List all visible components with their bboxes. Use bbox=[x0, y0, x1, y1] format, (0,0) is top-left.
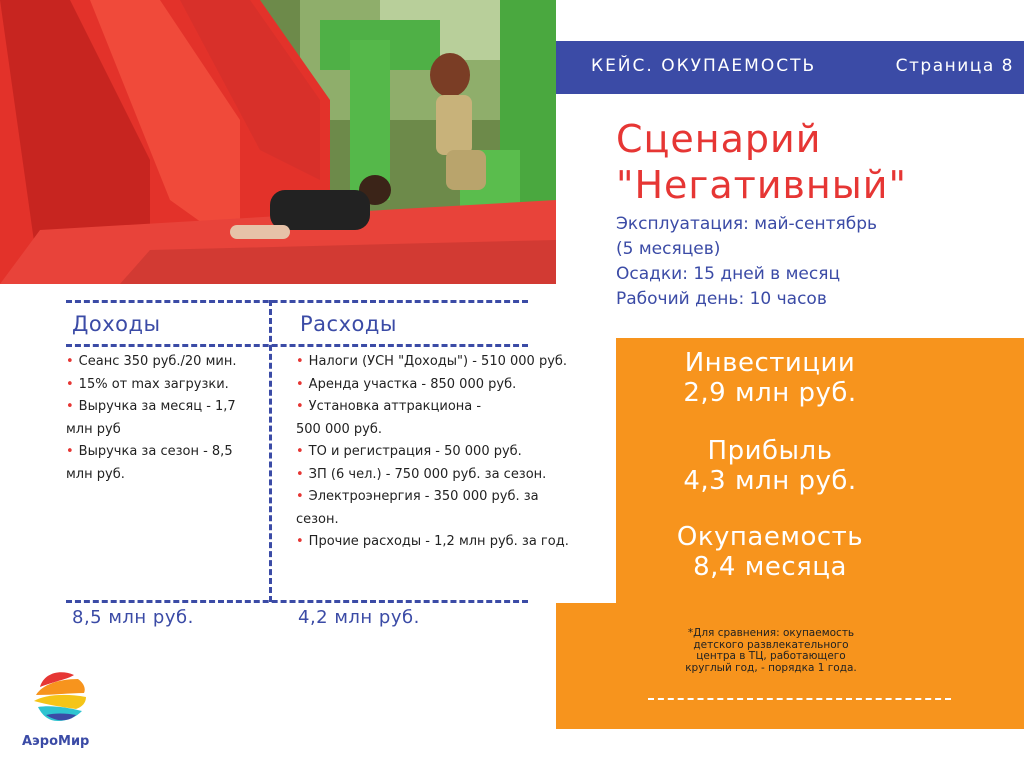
bullet-icon: • bbox=[296, 489, 304, 504]
scenario-detail: Рабочий день: 10 часов bbox=[616, 289, 827, 309]
scenario-title-line1: Сценарий bbox=[616, 117, 822, 161]
bullet-icon: • bbox=[66, 444, 74, 459]
list-item: • ЗП (6 чел.) - 750 000 руб. за сезон. bbox=[296, 466, 547, 482]
list-item: • ТО и регистрация - 50 000 руб. bbox=[296, 444, 522, 459]
logo-text: АэроМир bbox=[22, 734, 90, 749]
list-item: • Аренда участка - 850 000 руб. bbox=[296, 376, 517, 392]
scenario-title-line2: "Негативный" bbox=[616, 163, 907, 207]
list-item: • Установка аттракциона - bbox=[296, 399, 482, 414]
page-number: Страница 8 bbox=[895, 56, 1014, 76]
bullet-icon: • bbox=[296, 354, 304, 369]
bullet-icon: • bbox=[66, 399, 74, 414]
frame-divider-line bbox=[269, 300, 272, 602]
scenario-detail: Осадки: 15 дней в месяц bbox=[616, 264, 841, 284]
bullet-icon: • bbox=[66, 354, 74, 369]
bullet-icon: • bbox=[296, 399, 304, 414]
list-item: • Электроэнергия - 350 000 руб. за bbox=[296, 489, 539, 504]
profit-value: 4,3 млн руб. bbox=[683, 466, 857, 496]
bullet-icon: • bbox=[296, 466, 304, 482]
profit-metric bbox=[616, 436, 924, 496]
expenses-title: Расходы bbox=[300, 312, 397, 336]
aeromir-logo-icon bbox=[30, 665, 90, 729]
income-list bbox=[66, 351, 266, 486]
list-item: • 15% от max загрузки. bbox=[66, 376, 229, 392]
frame-top-line bbox=[66, 300, 528, 303]
list-item: • Налоги (УСН "Доходы") - 510 000 руб. bbox=[296, 354, 568, 369]
income-total: 8,5 млн руб. bbox=[72, 607, 194, 628]
bullet-icon: • bbox=[296, 444, 304, 459]
investments-value: 2,9 млн руб. bbox=[683, 378, 857, 408]
list-item-continued: сезон. bbox=[296, 511, 339, 527]
scenario-detail: (5 месяцев) bbox=[616, 239, 721, 259]
payback-metric bbox=[616, 522, 924, 582]
list-item: • Сеанс 350 руб./20 мин. bbox=[66, 354, 237, 369]
list-item: • Прочие расходы - 1,2 млн руб. за год. bbox=[296, 534, 569, 549]
hero-photo bbox=[0, 0, 556, 284]
list-item-continued: млн руб. bbox=[66, 466, 125, 482]
investments-metric bbox=[616, 348, 924, 408]
expenses-list bbox=[296, 351, 596, 554]
list-item: • Выручка за месяц - 1,7 bbox=[66, 399, 236, 414]
bullet-icon: • bbox=[296, 376, 304, 392]
profit-label: Прибыль bbox=[707, 436, 833, 466]
scenario-details bbox=[616, 212, 996, 312]
list-item-continued: 500 000 руб. bbox=[296, 421, 382, 437]
comparison-footnote: *Для сравнения: окупаемость детского развлекательного центра в ТЦ, работающего круглый год, - порядка 1 года. bbox=[685, 627, 857, 674]
investments-label: Инвестиции bbox=[684, 348, 856, 378]
bullet-icon: • bbox=[296, 534, 304, 549]
section-label: КЕЙС. ОКУПАЕМОСТЬ bbox=[591, 56, 817, 76]
payback-label: Окупаемость bbox=[676, 522, 864, 552]
expenses-total: 4,2 млн руб. bbox=[298, 607, 420, 628]
list-item: • Выручка за сезон - 8,5 bbox=[66, 444, 233, 459]
bullet-icon: • bbox=[66, 376, 74, 392]
payback-value: 8,4 месяца bbox=[693, 552, 847, 582]
header-bar bbox=[556, 41, 1024, 94]
frame-header-line bbox=[66, 344, 528, 347]
scenario-detail: Эксплуатация: май-сентябрь bbox=[616, 214, 878, 234]
income-title: Доходы bbox=[72, 312, 161, 336]
scenario-title bbox=[616, 116, 996, 208]
frame-bottom-line bbox=[66, 600, 528, 603]
panel-divider-line bbox=[648, 698, 951, 700]
list-item-continued: млн руб bbox=[66, 421, 121, 437]
